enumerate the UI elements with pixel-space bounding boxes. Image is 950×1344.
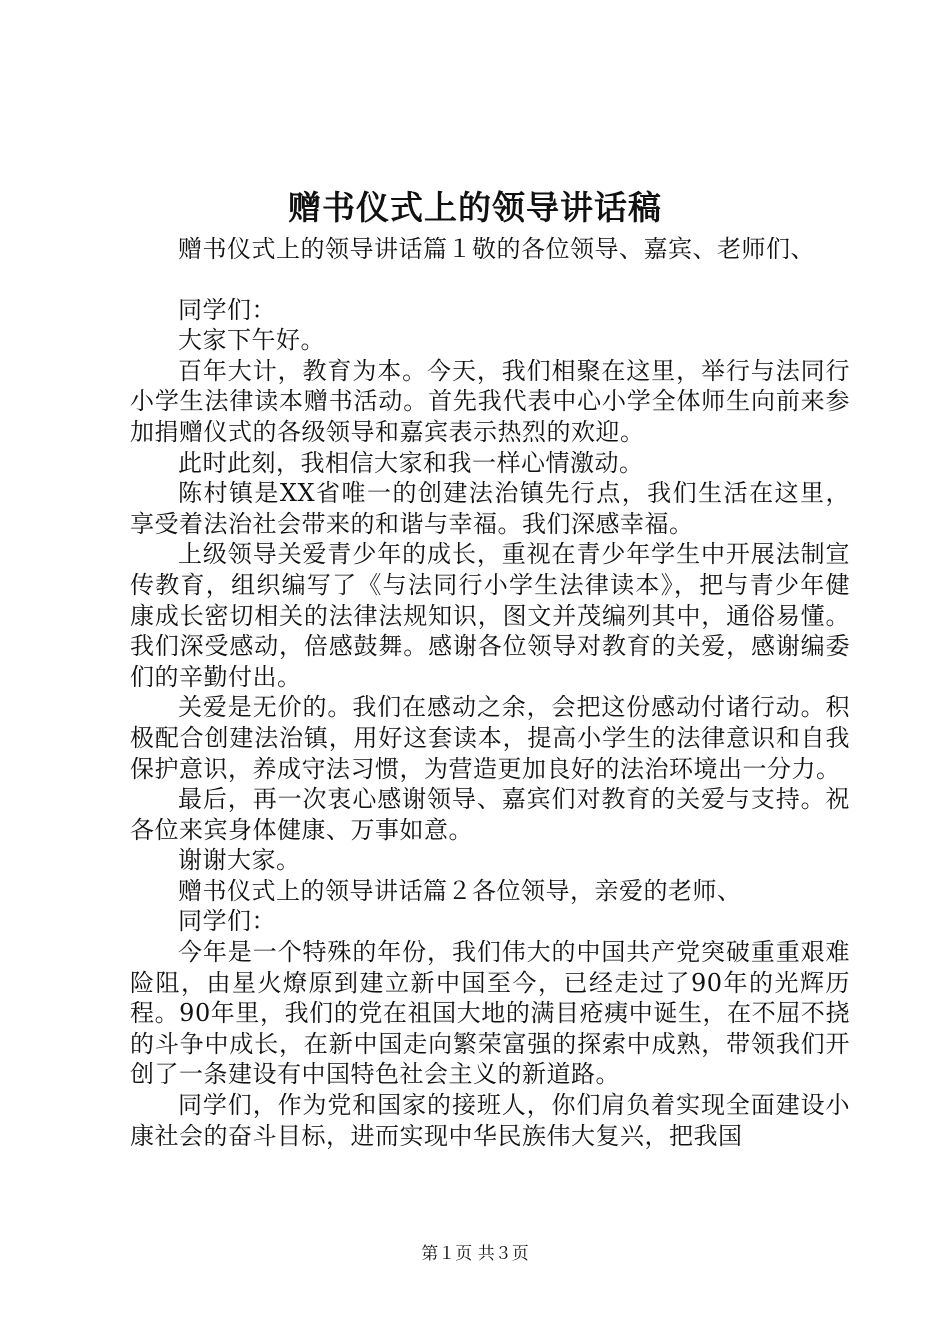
paragraph: 大家下午好。 bbox=[178, 326, 325, 355]
document-body bbox=[130, 234, 850, 1151]
paragraph: 赠书仪式上的领导讲话篇２各位领导，亲爱的老师、 bbox=[178, 876, 742, 905]
paragraph: 最后，再一次衷心感谢领导、嘉宾们对教育的关爱与支持。祝各位来宾身体健康、万事如意。 bbox=[130, 785, 850, 844]
page-footer: 第１页 共３页 bbox=[421, 1244, 529, 1264]
paragraph: 上级领导关爱青少年的成长，重视在青少年学生中开展法制宣传教育，组织编写了《与法同行小学生法律读本》，把与青少年健康成长密切相关的法律法规知识，图文并茂编列其中，通俗易懂。我们深受感动，倍感鼓舞。感谢各位领导对教育的关爱，感谢编委们的辛勤付出。 bbox=[130, 540, 850, 691]
paragraph: 陈村镇是XX省唯一的创建法治镇先行点，我们生活在这里，享受着法治社会带来的和谐与幸福。我们深感幸福。 bbox=[130, 479, 850, 538]
paragraph: 同学们： bbox=[178, 295, 276, 324]
paragraph: 赠书仪式上的领导讲话篇１敬的各位领导、嘉宾、老师们、 bbox=[178, 235, 815, 263]
paragraph: 同学们，作为党和国家的接班人，你们肩负着实现全面建设小康社会的奋斗目标，进而实现中华民族伟大复兴，把我国 bbox=[130, 1091, 850, 1150]
paragraph: 此时此刻，我相信大家和我一样心情激动。 bbox=[178, 448, 644, 477]
paragraph: 百年大计，教育为本。今天，我们相聚在这里，举行与法同行小学生法律读本赠书活动。首先我代表中心小学全体师生向前来参加捐赠仪式的各级领导和嘉宾表示热烈的欢迎。 bbox=[130, 356, 850, 446]
document-title: 赠书仪式上的领导讲话稿 bbox=[288, 188, 662, 227]
paragraph: 同学们： bbox=[178, 907, 276, 936]
paragraph: 今年是一个特殊的年份，我们伟大的中国共产党突破重重艰难险阻，由星火燎原到建立新中国至今，已经走过了90年的光辉历程。90年里，我们的党在祖国大地的满目疮痍中诞生，在不屈不挠的斗争中成长，在新中国走向繁荣富强的探索中成熟，带领我们开创了一条建设有中国特色社会主义的新道路。 bbox=[130, 938, 850, 1089]
paragraph: 关爱是无价的。我们在感动之余，会把这份感动付诸行动。积极配合创建法治镇，用好这套读本，提高小学生的法律意识和自我保护意识，养成守法习惯，为营造更加良好的法治环境出一分力。 bbox=[130, 693, 850, 783]
paragraph: 谢谢大家。 bbox=[178, 846, 301, 875]
